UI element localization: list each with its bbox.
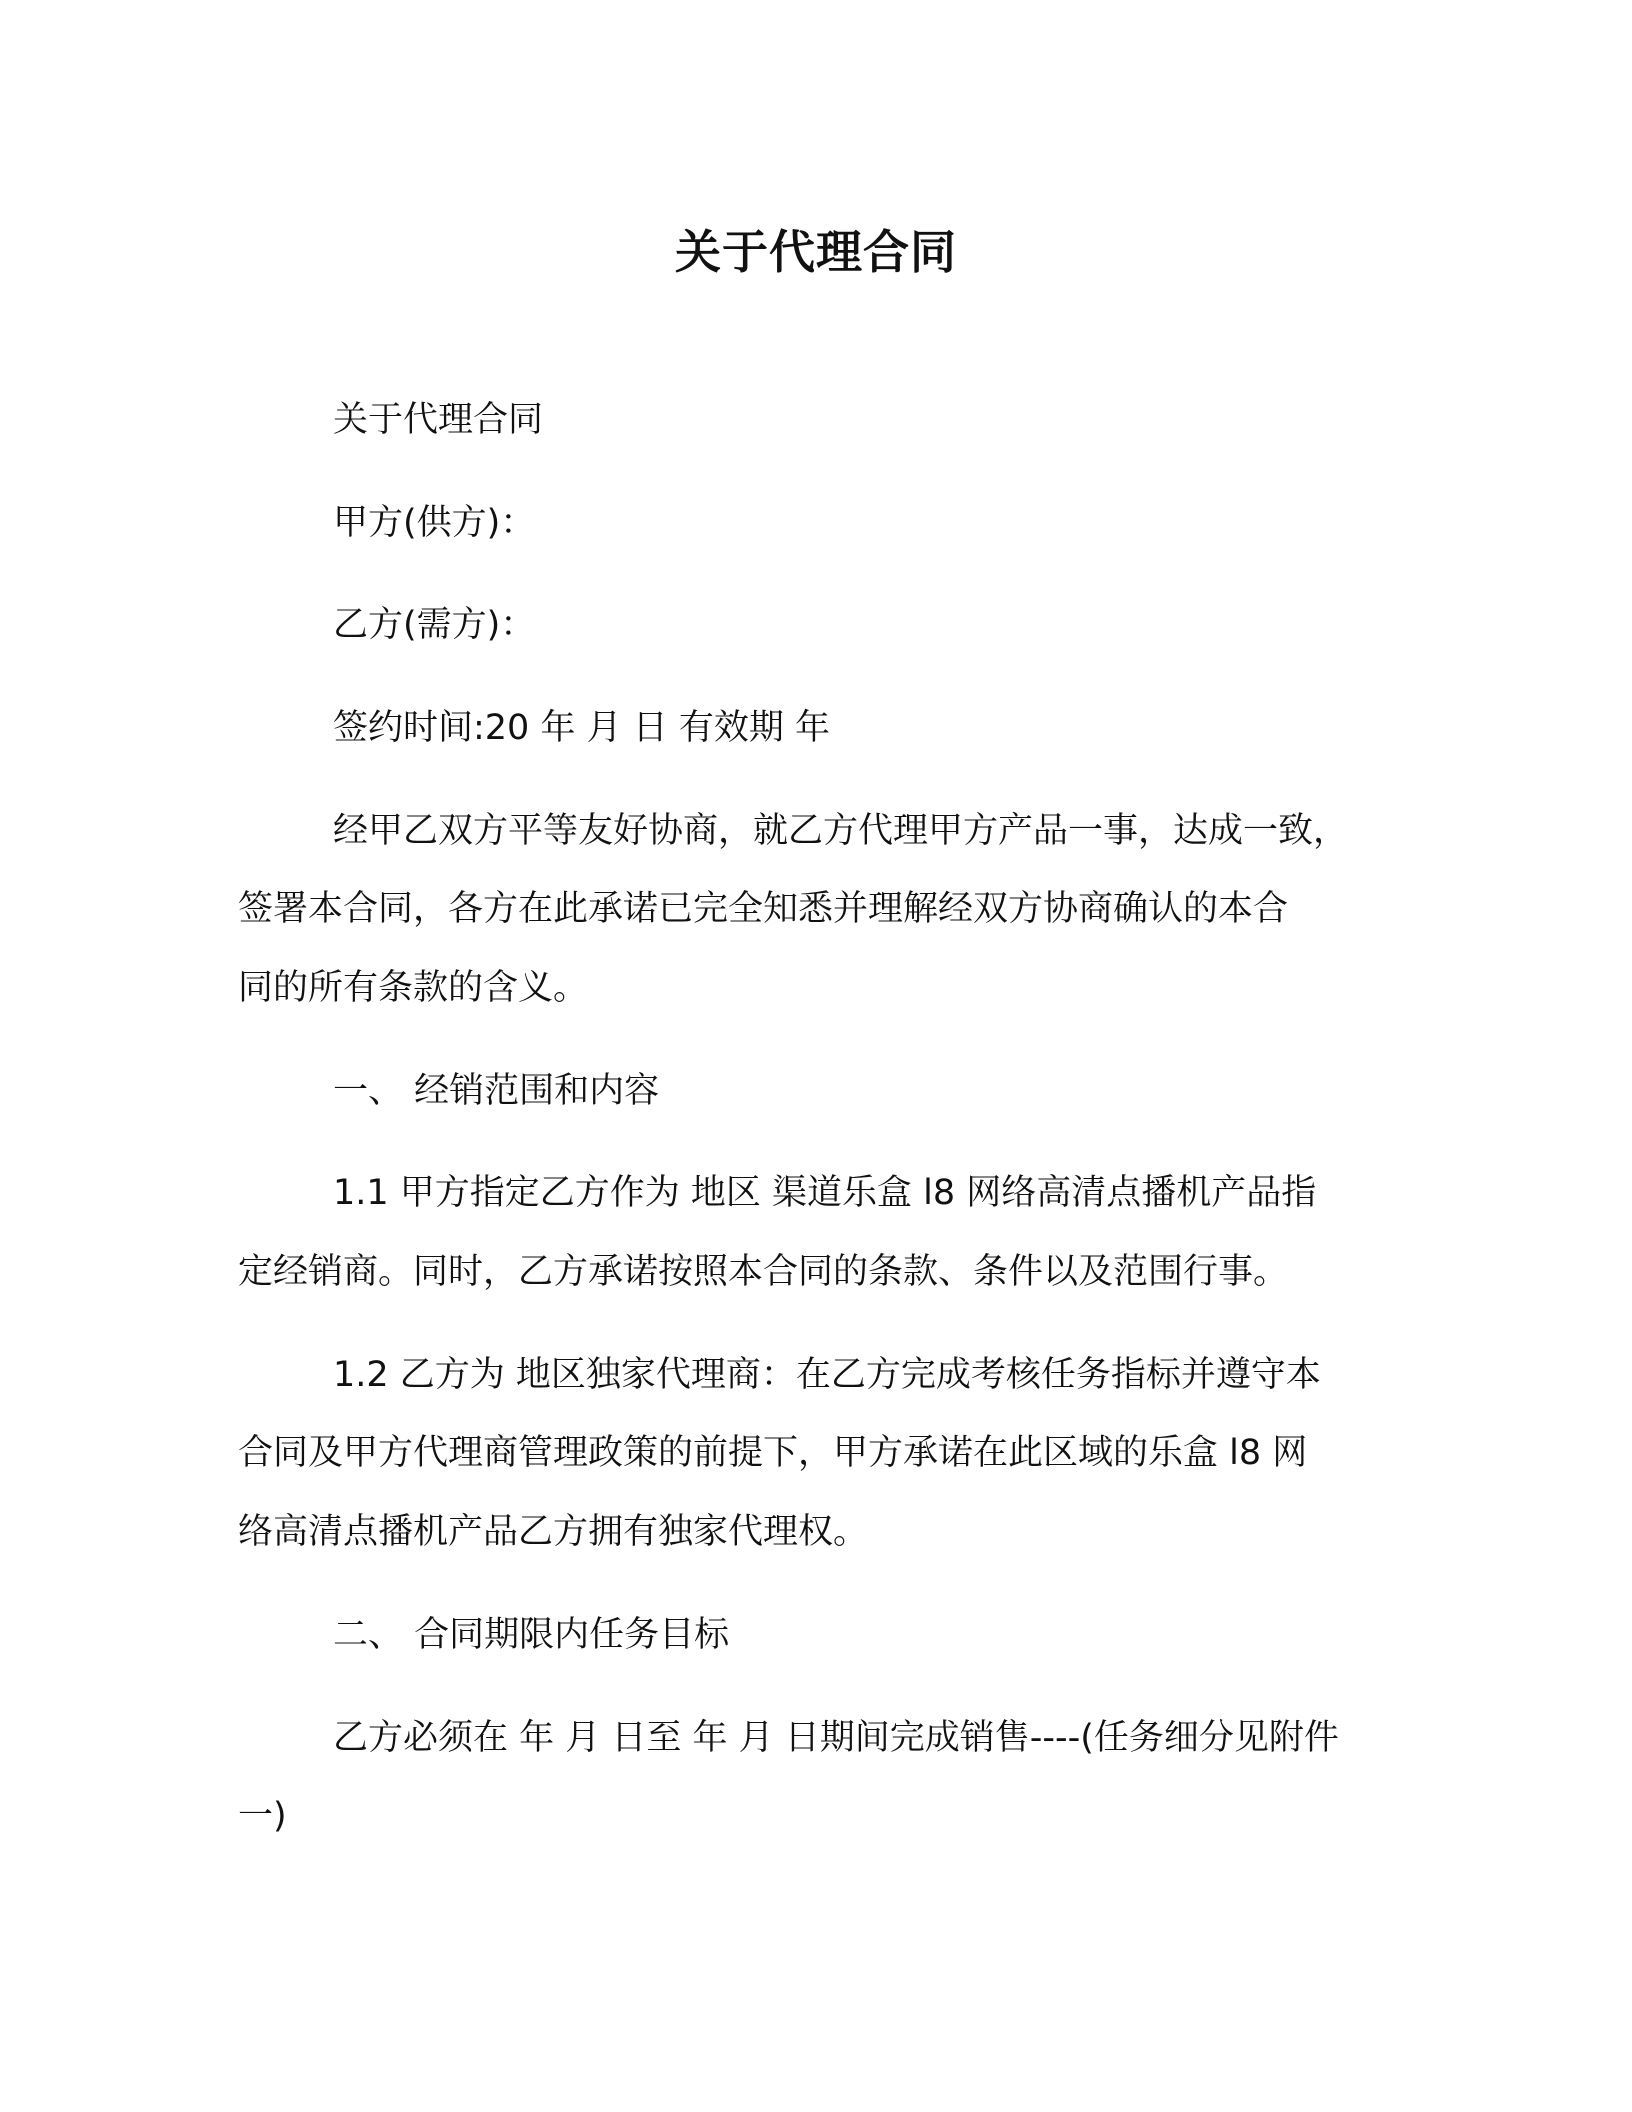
signing-date-line: 签约时间:20 年 月 日 有效期 年 (333, 708, 830, 748)
clause-line: 定经销商。同时，乙方承诺按照本合同的条款、条件以及范围行事。 (238, 1252, 1289, 1292)
section-heading: 一、 经销范围和内容 (333, 1071, 660, 1111)
clause-line: 络高清点播机产品乙方拥有独家代理权。 (238, 1512, 869, 1552)
clause-line: 1.1 甲方指定乙方作为 地区 渠道乐盒 l8 网络高清点播机产品指 (333, 1173, 1317, 1213)
task-line: 一) (238, 1796, 287, 1836)
paragraph-line: 经甲乙双方平等友好协商，就乙方代理甲方产品一事，达成一致， (333, 811, 1349, 851)
clause-line: 1.2 乙方为 地区独家代理商：在乙方完成考核任务指标并遵守本 (333, 1355, 1321, 1395)
clause-line: 合同及甲方代理商管理政策的前提下，甲方承诺在此区域的乐盒 l8 网 (238, 1433, 1308, 1473)
document-title: 关于代理合同 (675, 225, 957, 279)
party-a-line: 甲方(供方)： (333, 503, 536, 543)
section-heading: 二、 合同期限内任务目标 (333, 1615, 730, 1655)
party-b-line: 乙方(需方)： (333, 605, 536, 645)
paragraph-line: 同的所有条款的含义。 (238, 968, 589, 1008)
task-line: 乙方必须在 年 月 日至 年 月 日期间完成销售----(任务细分见附件 (333, 1718, 1339, 1758)
paragraph-line: 签署本合同，各方在此承诺已完全知悉并理解经双方协商确认的本合 (238, 889, 1289, 929)
heading-line: 关于代理合同 (333, 400, 544, 440)
